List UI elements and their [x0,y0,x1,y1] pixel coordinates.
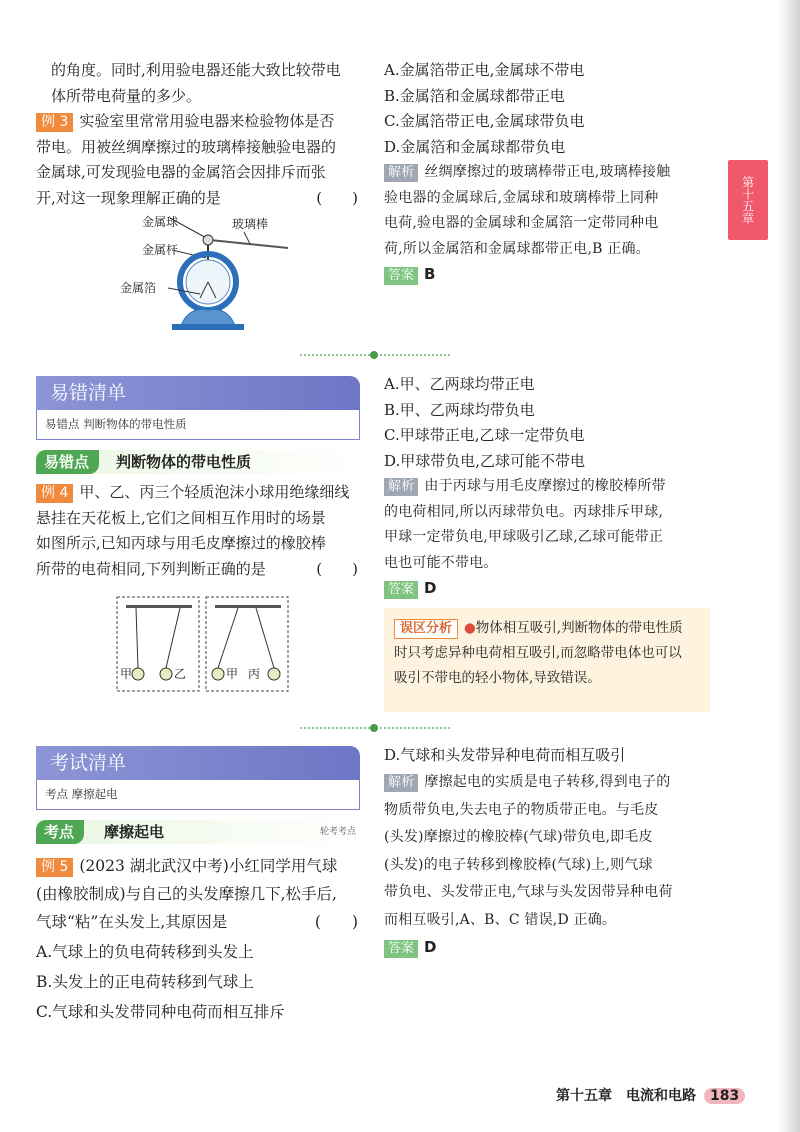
example-5-stem [36,852,364,1026]
label-glass-rod: 玻璃棒 [232,217,269,231]
text-line: 如图所示,已知丙球与用毛皮摩擦过的橡胶棒 [36,534,326,552]
analysis-line: (头发)摩擦过的橡胶棒(气球)带负电,即毛皮 [384,829,653,845]
page-number: 183 [704,1088,745,1104]
chapter-tab: 第十五章 [728,160,768,240]
option-a: A.气球上的负电荷转移到头发上 [36,943,254,961]
answer-value: D [424,579,437,597]
footer-chapter: 第十五章 电流和电路 [556,1088,696,1104]
mistake-list-subtitle: 易错点 判断物体的带电性质 [36,410,360,440]
analysis-line: 电也可能不带电。 [384,554,498,571]
option-c: C.气球和头发带同种电荷而相互排斥 [36,1003,285,1021]
option-c: C.金属箔带正电,金属球带负电 [384,112,585,130]
option-b: B.金属箔和金属球都带正电 [384,86,565,105]
analysis-line: 由于丙球与用毛皮摩擦过的橡胶棒所带 [424,478,666,494]
text-line: 开,对这一现象理解正确的是 [36,188,221,207]
answer-paren: ( ) [314,913,358,931]
text-line: 金属球,可发现验电器的金属箔会因排斥而张 [36,163,326,181]
text-line: (由橡胶制成)与自己的头发摩擦几下,松手后, [36,885,337,903]
text-line: 体所带电荷量的多少。 [51,86,202,105]
page-footer [556,1085,745,1105]
mistake-point-title: 判断物体的带电性质 [116,453,252,471]
analysis-line: 物质带负电,失去电子的物质带正电。与毛皮 [384,801,659,818]
analysis-line: 丝绸摩擦过的玻璃棒带正电,玻璃棒接触 [424,164,671,180]
mistake-analysis-tag: 误区分析 [394,619,458,639]
example-4-stem [36,480,364,582]
label-metal-stem: 金属杆 [142,243,179,257]
answer-value: D [424,938,437,956]
pendulum-figure [116,596,292,694]
mistake-point-bar [36,450,360,474]
option-d: D.甲球带负电,乙球可能不带电 [384,451,586,470]
answer-paren: ( ) [316,188,358,207]
exam-list-banner: 考试清单 [36,746,360,780]
right-column-bottom [384,742,716,961]
exam-list-subtitle: 考点 摩擦起电 [36,780,360,810]
answer-paren: ( ) [316,559,358,578]
text-line: 甲、乙、丙三个轻质泡沫小球用绝缘细线 [79,483,350,501]
exam-point-title: 摩擦起电 [104,823,165,841]
text-line: 所带的电荷相同,下列判断正确的是 [36,559,266,578]
option-b: B.头发上的正电荷转移到气球上 [36,973,254,991]
option-b: B.甲、乙两球均带负电 [384,400,535,419]
option-d: D.气球和头发带异种电荷而相互吸引 [384,746,626,764]
answer-tag: 答案 [384,267,418,285]
right-column-middle [384,372,716,602]
option-a: A.金属箔带正电,金属球不带电 [384,61,585,79]
example-3-tag: 例 3 [36,113,73,132]
label-ball-a: 甲 [120,667,133,681]
answer-value: B [424,265,436,283]
left-column-top [36,58,364,211]
mistake-point-tag: 易错点 [36,450,99,474]
analysis-tag: 解析 [384,774,418,792]
analysis-line: 而相互吸引,A、B、C 错误,D 正确。 [384,911,617,928]
analysis-tag: 解析 [384,164,418,182]
label-metal-ball: 金属球 [142,215,179,229]
label-metal-foil: 金属箔 [120,281,157,295]
mistake-line: 时只考虑异种电荷相互吸引,而忽略带电体也可以 [394,645,682,661]
answer-tag: 答案 [384,940,418,958]
analysis-line: 验电器的金属球后,金属球和玻璃棒带上同种 [384,189,659,206]
analysis-line: 的电荷相同,所以丙球带负电。丙球排斥甲球, [384,503,664,520]
analysis-line: 甲球一定带负电,甲球吸引乙球,乙球可能带正 [384,529,664,545]
example-4-tag: 例 4 [36,484,73,503]
page-edge-shadow [778,0,800,1132]
text-line: (2023 湖北武汉中考)小红同学用气球 [79,857,338,875]
bullet-icon: ● [464,620,476,636]
section-divider [300,354,450,356]
right-column-top [384,58,716,288]
analysis-line: 荷,所以金属箔和金属球都带正电,B 正确。 [384,240,650,257]
mistake-analysis-box [384,608,710,712]
text-line: 实验室里常常用验电器来检验物体是否 [79,112,335,130]
mistake-line: 物体相互吸引,判断物体的带电性质 [475,620,683,636]
exam-point-note: 轮考考点 [319,827,356,837]
exam-point-bar [36,820,360,844]
mistake-line: 吸引不带电的轻小物体,导致错误。 [394,670,601,686]
exam-point-tag: 考点 [36,820,84,844]
label-ball-b: 乙 [174,667,187,681]
option-c: C.甲球带正电,乙球一定带负电 [384,426,585,444]
analysis-line: 摩擦起电的实质是电子转移,得到电子的 [424,774,671,790]
example-5-tag: 例 5 [36,858,73,877]
text-line: 带电。用被丝绸摩擦过的玻璃棒接触验电器的 [36,137,337,156]
analysis-line: (头发)的电子转移到橡胶棒(气球)上,则气球 [384,856,653,873]
text-line: 的角度。同时,利用验电器还能大致比较带电 [51,61,341,79]
option-d: D.金属箔和金属球都带负电 [384,137,566,156]
text-line: 气球“粘”在头发上,其原因是 [36,913,228,931]
analysis-line: 电荷,验电器的金属球和金属箔一定带同种电 [384,215,659,231]
analysis-tag: 解析 [384,478,418,496]
section-divider [300,727,450,729]
text-line: 悬挂在天花板上,它们之间相互作用时的场景 [36,508,326,527]
option-a: A.甲、乙两球均带正电 [384,375,535,393]
analysis-line: 带负电、头发带正电,气球与头发因带异种电荷 [384,884,673,900]
electroscope-figure [110,210,310,335]
mistake-list-banner: 易错清单 [36,376,360,410]
answer-tag: 答案 [384,581,418,599]
label-ball-d: 丙 [248,667,261,681]
label-ball-c: 甲 [226,667,239,681]
